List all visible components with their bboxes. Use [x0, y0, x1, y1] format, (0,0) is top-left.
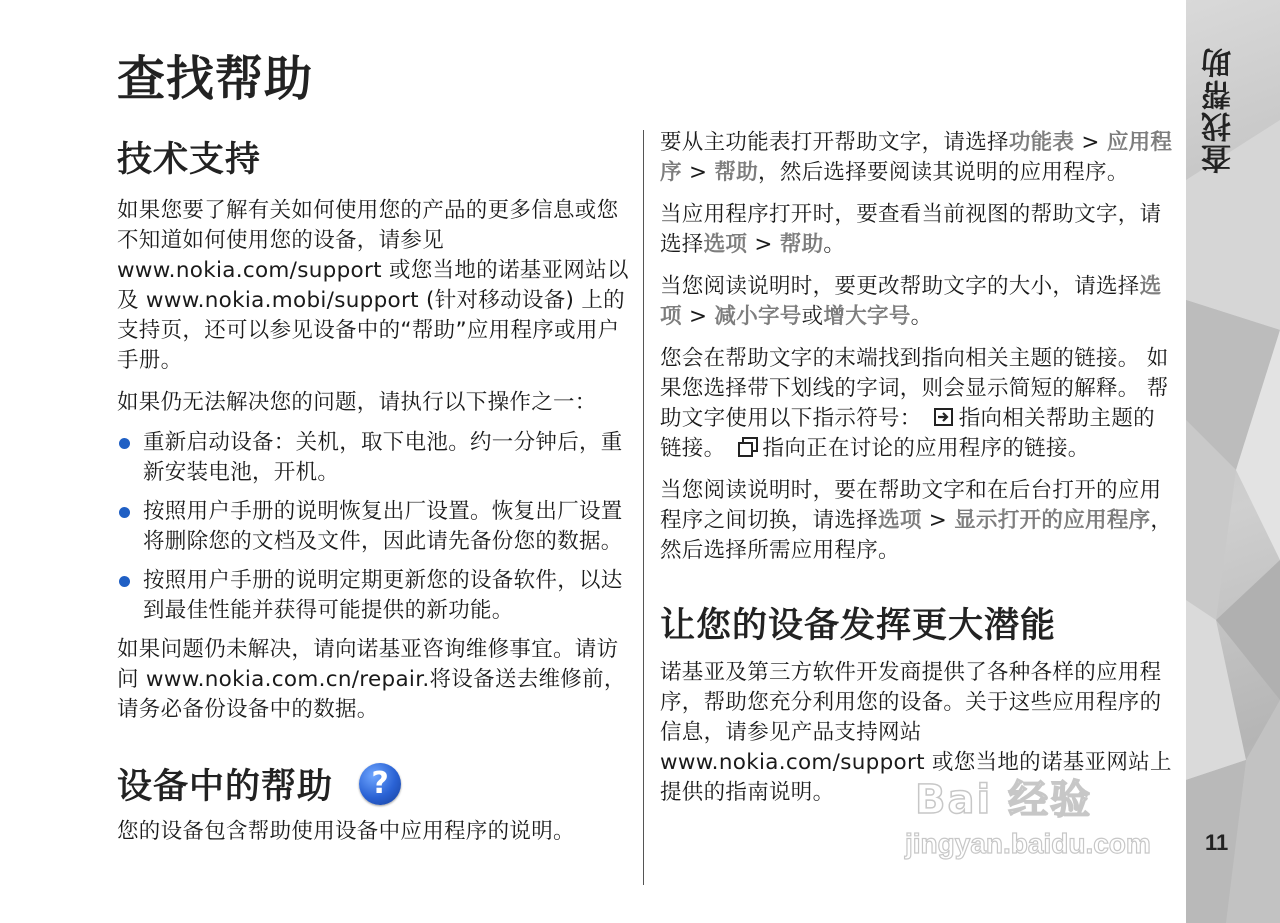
page-number: 11	[1205, 830, 1229, 855]
link-arrow-icon	[933, 406, 955, 428]
text: ，然后选择所需应用程序。	[660, 508, 1173, 563]
menu-path-item: 帮助	[714, 160, 759, 185]
menu-path-item: 选项	[703, 232, 748, 257]
menu-path-item: 帮助	[779, 232, 824, 257]
repair-paragraph: 如果问题仍未解决，请向诺基亚咨询维修事宜。请访问 www.nokia.com.cn/repair.将设备送去维修前，请务必备份设备中的数据。	[117, 637, 626, 722]
text: 。	[910, 304, 933, 329]
menu-path-item: 选项	[878, 508, 922, 533]
menu-path-item: 减小字号	[714, 304, 802, 329]
unresolved-paragraph: 如果仍无法解决您的问题，请执行以下操作之一：	[117, 390, 597, 415]
text: 要从主功能表打开帮助文字，请选择	[660, 130, 1009, 155]
text: 当您阅读说明时，要更改帮助文字的大小，请选择	[660, 274, 1140, 299]
text: 当您阅读说明时，要在帮助文字和在后台打开的应用程序之间切换，请选择	[660, 478, 1162, 533]
menu-path-item: 选项	[660, 274, 1162, 329]
path-separator: >	[681, 304, 715, 329]
section-title-more-potential: 让您的设备发挥更大潜能	[660, 606, 1057, 646]
side-section-title: 查找帮助	[1202, 46, 1237, 174]
text: 或	[801, 304, 824, 329]
third-party-paragraph: 诺基亚及第三方软件开发商提供了各种各样的应用程序，帮助您充分利用您的设备。关于这些应用程序的信息，请参见产品支持网站 www.nokia.com/support 或您当地的诺基亚网站上提供的指南说明。	[660, 660, 1172, 805]
list-item	[117, 566, 633, 626]
section-header-device-help	[117, 759, 633, 809]
text: 当应用程序打开时，要查看当前视图的帮助文字，请选择	[660, 202, 1162, 257]
section-title-device-help: 设备中的帮助	[117, 767, 334, 807]
path-separator: >	[681, 160, 715, 185]
troubleshoot-list	[117, 428, 633, 626]
list-item	[117, 497, 633, 557]
page-title: 查找帮助	[117, 51, 314, 107]
switch-app-paragraph	[660, 476, 1175, 566]
watermark-url: jingyan.baidu.com	[905, 828, 1151, 859]
list-item-text: 按照用户手册的说明定期更新您的设备软件，以达到最佳性能并获得可能提供的新功能。	[143, 568, 623, 623]
list-item-text: 重新启动设备：关机，取下电池。约一分钟后，重新安装电池，开机。	[143, 430, 623, 485]
indicator-paragraph	[660, 344, 1175, 464]
bullet-icon	[119, 507, 130, 518]
device-help-paragraph: 您的设备包含帮助使用设备中应用程序的说明。	[117, 819, 575, 844]
support-paragraph: 如果您要了解有关如何使用您的产品的更多信息或您不知道如何使用您的设备，请参见 www.nokia.com/support 或您当地的诺基亚网站以及 www.nokia.mobi/support (针对移动设备) 上的支持页，还可以参见设备中的“帮助”应用程序或用户手册。	[117, 198, 629, 373]
open-help-paragraph	[660, 128, 1175, 188]
text: ，然后选择要阅读其说明的应用程序。	[758, 160, 1129, 185]
bullet-icon	[119, 576, 130, 587]
text: 您会在帮助文字的末端找到指向相关主题的链接。 如果您选择带下划线的字词，则会显示简短的解释。 帮助文字使用以下指示符号：	[660, 346, 1169, 431]
right-column	[660, 128, 1175, 808]
list-item	[117, 428, 633, 488]
app-windows-icon	[737, 436, 759, 458]
column-divider	[643, 130, 644, 885]
text: 指向正在讨论的应用程序的链接。	[762, 436, 1090, 461]
menu-path-item: 增大字号	[823, 304, 911, 329]
path-separator: >	[747, 232, 780, 257]
view-help-paragraph	[660, 200, 1175, 260]
menu-path-item: 显示打开的应用程序	[954, 508, 1151, 533]
font-size-paragraph	[660, 272, 1175, 332]
left-column	[117, 128, 633, 847]
list-item-text: 按照用户手册的说明恢复出厂设置。恢复出厂设置将删除您的文档及文件，因此请先备份您的数据。	[143, 499, 623, 554]
watermark-main: Bai 经验	[915, 777, 1093, 823]
menu-path-item: 功能表	[1008, 130, 1075, 155]
bullet-icon	[119, 438, 130, 449]
text: 。	[823, 232, 846, 257]
path-separator: >	[921, 508, 955, 533]
text: 指向相关帮助主题的链接。	[660, 406, 1155, 461]
menu-path-item: 应用程序	[660, 130, 1173, 185]
path-separator: >	[1074, 130, 1107, 155]
section-title-tech-support: 技术支持	[117, 140, 262, 180]
help-question-icon: ?	[359, 763, 401, 805]
